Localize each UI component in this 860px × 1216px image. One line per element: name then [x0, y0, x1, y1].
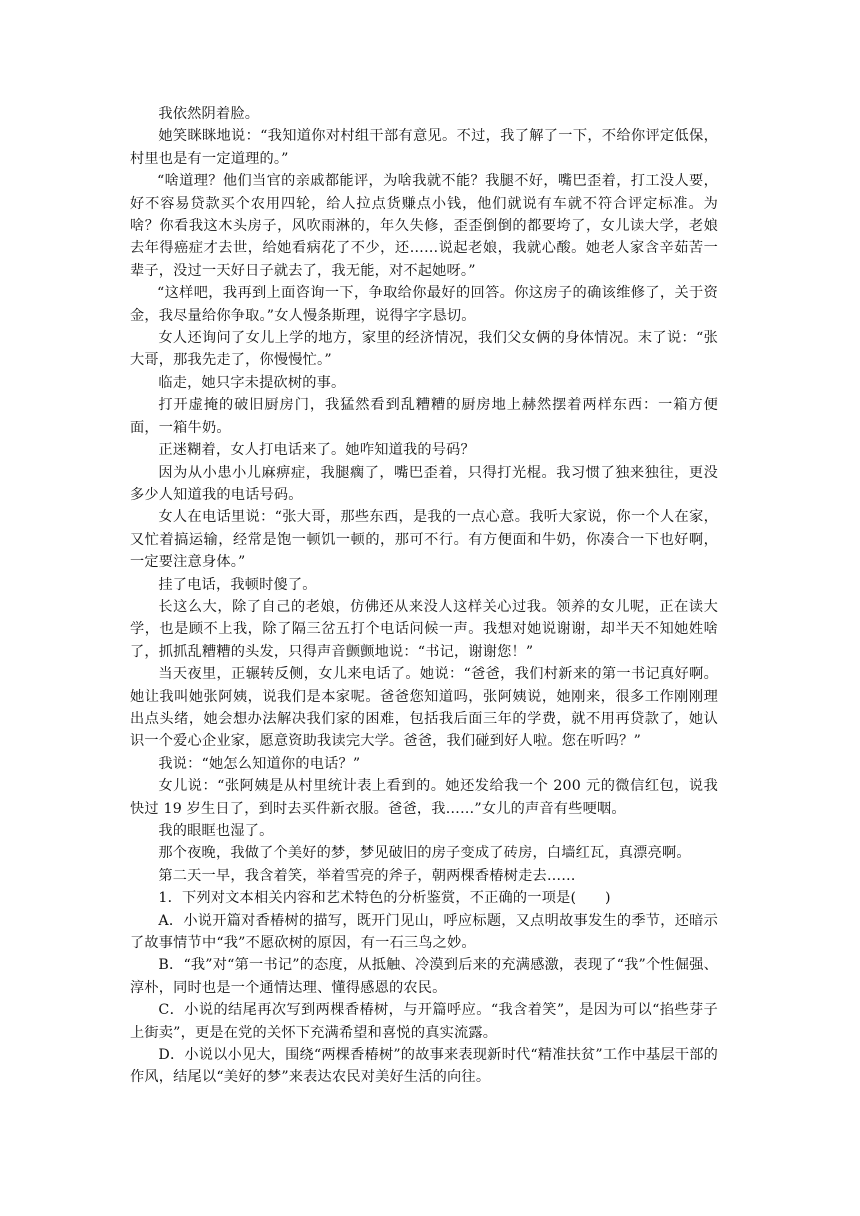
paragraph: 我的眼眶也湿了。	[158, 823, 274, 839]
paragraph: 她笑眯眯地说：“我知道你对村组干部有意见。不过，我了解了一下，不给你评定低保，村里也是有一定道理的。”	[130, 128, 718, 167]
option-c: C．小说的结尾再次写到两棵香椿树，与开篇呼应。“我含着笑”，是因为可以“掐些芽子上街卖”，更是在党的关怀下充满希望和喜悦的真实流露。	[130, 1002, 718, 1041]
option-d: D．小说以小见大，围绕“两棵香椿树”的故事来表现新时代“精准扶贫”工作中基层干部的作风，结尾以“美好的梦”来表达农民对美好生活的向往。	[130, 1047, 718, 1086]
paragraph: 女人在电话里说：“张大哥，那些东西，是我的一点心意。我听大家说，你一个人在家，又忙着搞运输，经常是饱一顿饥一顿的，那可不行。有方便面和牛奶，你凑合一下也好啊，一定要注意身体。”	[130, 509, 718, 571]
paragraph: 女儿说：“张阿姨是从村里统计表上看到的。她还发给我一个 200 元的微信红包，说我快过 19 岁生日了，到时去买件新衣服。爸爸，我……”女儿的声音有些哽咽。	[130, 778, 718, 817]
paragraph: 挂了电话，我顿时傻了。	[158, 576, 317, 593]
question-stem: 1．下列对文本相关内容和艺术特色的分析鉴赏，不正确的一项是( )	[158, 890, 611, 907]
paragraph: 那个夜晚，我做了个美好的梦，梦见破旧的房子变成了砖房，白墙红瓦，真漂亮啊。	[158, 845, 691, 862]
paragraph: 女人还询问了女儿上学的地方，家里的经济情况，我们父女俩的身体情况。末了说：“张大哥，那我先走了，你慢慢忙。”	[130, 330, 718, 369]
paragraph: “啥道理？他们当官的亲戚都能评，为啥我就不能？我腿不好，嘴巴歪着，打工没人要，好不容易贷款买个农用四轮，给人拉点货赚点小钱，他们就说有车就不符合评定标准。为啥？你看我这木头房子，风吹雨淋的，年久失修，歪歪倒倒的都要垮了，女儿读大学，老娘去年得癌症才去世，给她看病花了不少，还……说起老娘，我就心酸。她老人家含辛茹苦一辈子，没过一天好日子就去了，我无能，对不起她呀。”	[130, 173, 718, 279]
paragraph: 临走，她只字未提砍树的事。	[158, 374, 346, 391]
paragraph: 当天夜里，正辗转反侧，女儿来电话了。她说：“爸爸，我们村新来的第一书记真好啊。她让我叫她张阿姨，说我们是本家呢。爸爸您知道吗，张阿姨说，她刚来，很多工作刚刚理出点头绪，她会想办法解决我们家的困难，包括我后面三年的学费，就不用再贷款了，她认识一个爱心企业家，愿意资助我读完大学。爸爸，我们碰到好人啦。您在听吗？”	[130, 666, 718, 750]
document-body	[130, 103, 718, 1089]
option-b: B．“我”对“第一书记”的态度，从抵触、冷漠到后来的充满感激，表现了“我”个性倔强、淳朴，同时也是一个通情达理、懂得感恩的农民。	[130, 957, 718, 996]
paragraph: “这样吧，我再到上面咨询一下，争取给你最好的回答。你这房子的确该维修了，关于资金，我尽量给你争取。”女人慢条斯理，说得字字恳切。	[130, 285, 718, 324]
paragraph: 打开虚掩的破旧厨房门，我猛然看到乱糟糟的厨房地上赫然摆着两样东西：一箱方便面，一箱牛奶。	[130, 397, 718, 436]
paragraph: 我依然阴着脸。	[158, 106, 260, 122]
paragraph: 因为从小患小儿麻痹症，我腿瘸了，嘴巴歪着，只得打光棍。我习惯了独来独往，更没多少人知道我的电话号码。	[130, 464, 718, 503]
paragraph: 正迷糊着，女人打电话来了。她咋知道我的号码？	[158, 442, 475, 459]
paragraph: 长这么大，除了自己的老娘，仿佛还从来没人这样关心过我。领养的女儿呢，正在读大学，也是顾不上我，除了隔三岔五打个电话问候一声。我想对她说谢谢，却半天不知她姓啥了，抓抓乱糟糟的头发，只得声音颤颤地说：“书记，谢谢您！”	[130, 598, 718, 660]
option-a: A．小说开篇对香椿树的描写，既开门见山，呼应标题，又点明故事发生的季节，还暗示了故事情节中“我”不愿砍树的原因，有一石三鸟之妙。	[130, 912, 718, 952]
paragraph: 第二天一早，我含着笑，举着雪亮的斧子，朝两棵香椿树走去……	[158, 867, 576, 884]
paragraph: 我说：“她怎么知道你的电话？”	[158, 755, 361, 772]
